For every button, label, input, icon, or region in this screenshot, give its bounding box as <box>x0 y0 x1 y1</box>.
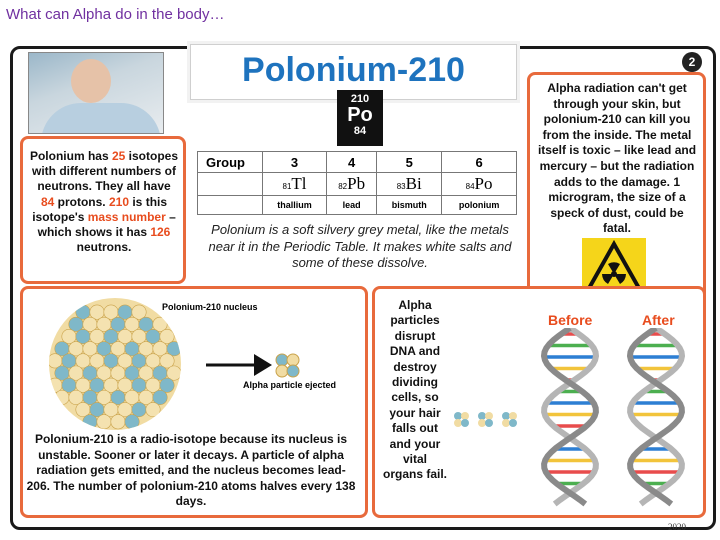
mass-number-term: mass number <box>87 209 166 224</box>
mass-value: 210 <box>108 194 130 209</box>
symbol-cell-tl <box>263 173 327 196</box>
group-row <box>198 152 517 173</box>
bi-symbol: Bi <box>405 174 422 193</box>
dna-text: Alpha particles disrupt DNA and destroy dividing cells, so your hair falls out and your vital organs fail. <box>382 298 447 482</box>
tl-symbol: Tl <box>291 174 307 193</box>
group-5: 5 <box>377 152 442 173</box>
slide-title: What can Alpha do in the body… <box>6 6 225 23</box>
periodic-table-excerpt <box>197 151 517 215</box>
pb-symbol: Pb <box>347 174 366 193</box>
iso-t4: is this isotope's <box>32 194 168 224</box>
bi-number: 83 <box>396 182 406 191</box>
before-label: Before <box>548 312 593 328</box>
symbol-cell-pb <box>327 173 377 196</box>
dna-before-helix <box>530 328 610 510</box>
name-row-label <box>198 196 263 215</box>
isotopes-panel <box>20 136 186 284</box>
element-symbol: Po <box>347 104 373 126</box>
proton-count: 84 <box>40 194 55 209</box>
po-symbol: Po <box>474 174 493 193</box>
isotopes-text <box>29 149 179 255</box>
after-label: After <box>642 312 675 328</box>
element-number: 84 <box>353 125 367 137</box>
year-label: 2020 <box>668 522 686 532</box>
iso-t2: isotopes with different numbers of neutrons. They all have <box>32 149 179 194</box>
name-bismuth: bismuth <box>377 196 442 215</box>
neutron-count: 126 <box>150 225 171 240</box>
nucleon <box>146 402 160 416</box>
iso-t6: neutrons. <box>76 240 132 255</box>
patient-photo <box>28 52 164 134</box>
photo-gown <box>41 103 161 134</box>
symbol-row <box>198 173 517 196</box>
name-lead: lead <box>327 196 377 215</box>
iso-t1: Polonium has <box>29 149 112 163</box>
symbol-row-label <box>198 173 263 196</box>
photo-head <box>71 59 111 103</box>
nucleon <box>55 390 69 404</box>
nucleus-label: Polonium-210 nucleus <box>162 302 258 312</box>
iso-t5: – which shows it has <box>37 209 176 240</box>
alpha-particle-label: Alpha particle ejected <box>243 380 337 390</box>
element-mass: 210 <box>350 93 370 105</box>
iso-count: 25 <box>111 149 126 163</box>
pb-number: 82 <box>338 182 348 191</box>
name-polonium: polonium <box>442 196 517 215</box>
page-badge: 2 <box>682 52 702 72</box>
banner-title: Polonium-210 <box>242 51 465 89</box>
polonium-description: Polonium is a soft silvery grey metal, like the metals near it in the Periodic Table. It makes white salts and some of these dissolve. <box>208 222 512 270</box>
group-label: Group <box>198 152 263 173</box>
symbol-cell-po <box>442 173 517 196</box>
alpha-particles-stream <box>452 408 524 432</box>
symbol-cell-bi <box>377 173 442 196</box>
nucleus-caption: Polonium-210 is a radio-isotope because its nucleus is unstable. Sooner or later it decays. A particle of alpha radiation gets emitted, and the nucleus becomes lead-206. The number of polonium-210 atoms halves every 138 days. <box>26 432 356 509</box>
name-thallium: thallium <box>263 196 327 215</box>
nucleon <box>97 415 111 429</box>
group-3: 3 <box>263 152 327 173</box>
iso-t3: protons. <box>54 194 109 209</box>
ejection-arrow <box>206 348 302 382</box>
nucleon <box>111 415 125 429</box>
po-number: 84 <box>465 182 475 191</box>
dna-after-helix <box>616 328 696 510</box>
name-row <box>198 196 517 215</box>
nucleus-illustration <box>40 296 200 436</box>
nucleon <box>83 415 97 429</box>
nucleon <box>125 415 139 429</box>
element-tile <box>337 90 383 146</box>
tl-number: 81 <box>282 182 292 191</box>
group-6: 6 <box>442 152 517 173</box>
group-4: 4 <box>327 152 377 173</box>
toxicity-text: Alpha radiation can't get through your skin, but polonium-210 can kill you from the inside. The metal itself is toxic – like lead and mercury – but the radiation adds to the damage. 1 microgram, the size of a speck of dust, could be fatal. <box>537 81 697 236</box>
